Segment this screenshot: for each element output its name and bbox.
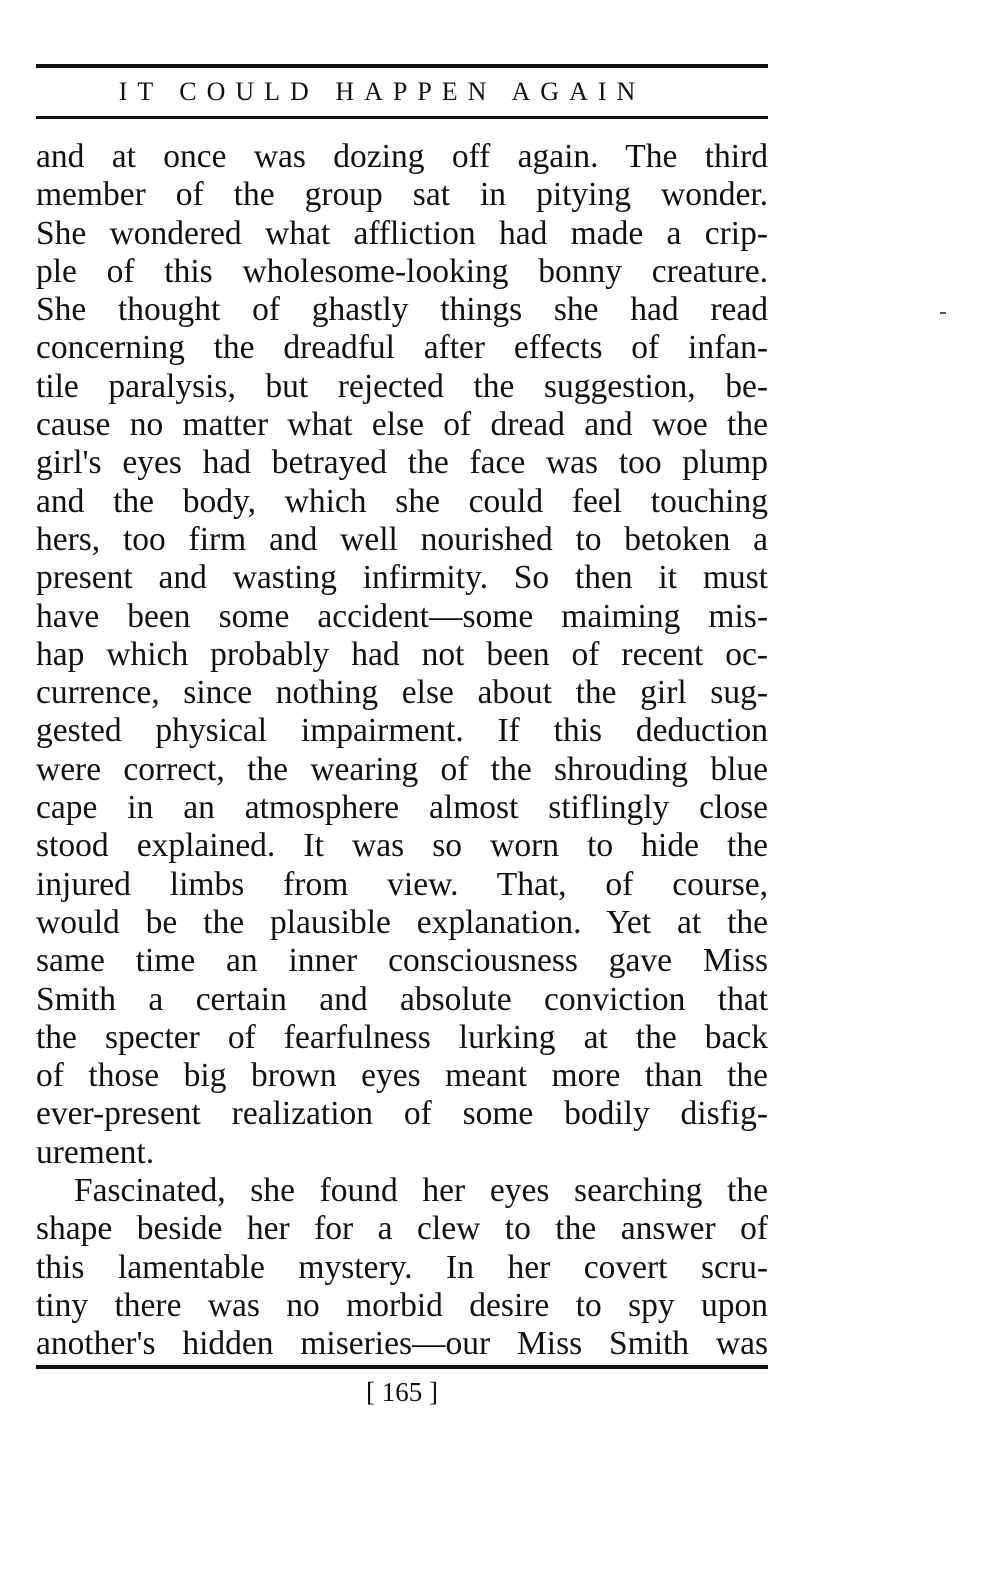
text-line: shape beside her for a clew to the answer of: [36, 1210, 768, 1248]
text-line: ever-present realization of some bodily disfig-: [36, 1095, 768, 1133]
header-bottom-rule: [36, 116, 768, 119]
text-line: girl's eyes had betrayed the face was too plump: [36, 444, 768, 482]
text-line: same time an inner consciousness gave Miss: [36, 942, 768, 980]
page-number: [ 165 ]: [366, 1377, 438, 1407]
text-line-paragraph-start: Fascinated, she found her eyes searching the: [74, 1172, 768, 1210]
text-line: She thought of ghastly things she had read: [36, 291, 768, 329]
text-line: another's hidden miseries—our Miss Smith was: [36, 1325, 768, 1363]
text-line-paragraph-end: urement.: [36, 1133, 155, 1171]
text-line: stood explained. It was so worn to hide the: [36, 827, 768, 865]
text-line: this lamentable mystery. In her covert scru-: [36, 1248, 768, 1286]
text-line: cause no matter what else of dread and woe the: [36, 406, 768, 444]
text-line: were correct, the wearing of the shrouding blue: [36, 750, 768, 788]
text-line: ple of this wholesome-looking bonny creature.: [36, 252, 768, 290]
text-line: concerning the dreadful after effects of infan-: [36, 329, 768, 367]
scan-speck: [940, 312, 946, 314]
text-line: hap which probably had not been of recent oc-: [36, 635, 768, 673]
text-line: have been some accident—some maiming mis-: [36, 597, 768, 635]
text-line: would be the plausible explanation. Yet at the: [36, 903, 768, 941]
text-line: member of the group sat in pitying wonder.: [36, 176, 768, 214]
text-line: She wondered what affliction had made a crip-: [36, 214, 768, 252]
footer-rule: [36, 1365, 768, 1369]
text-line: and at once was dozing off again. The third: [36, 138, 768, 175]
text-line: currence, since nothing else about the girl sug-: [36, 674, 768, 712]
text-line: tile paralysis, but rejected the suggestion, be-: [36, 367, 768, 405]
running-header: IT COULD HAPPEN AGAIN: [118, 77, 646, 106]
text-line: Smith a certain and absolute conviction that: [36, 980, 768, 1018]
text-line: the specter of fearfulness lurking at the back: [36, 1018, 768, 1056]
text-line: tiny there was no morbid desire to spy upon: [36, 1286, 768, 1324]
text-line: cape in an atmosphere almost stiflingly close: [36, 789, 768, 827]
text-line: gested physical impairment. If this deduction: [36, 712, 768, 750]
page-body: [36, 138, 768, 1364]
text-line: of those big brown eyes meant more than the: [36, 1057, 768, 1095]
header-top-rule: [36, 64, 768, 68]
text-line: present and wasting infirmity. So then it must: [36, 559, 768, 597]
text-line: hers, too firm and well nourished to betoken a: [36, 520, 768, 558]
text-line: injured limbs from view. That, of course,: [36, 865, 768, 903]
text-line: and the body, which she could feel touching: [36, 482, 768, 520]
